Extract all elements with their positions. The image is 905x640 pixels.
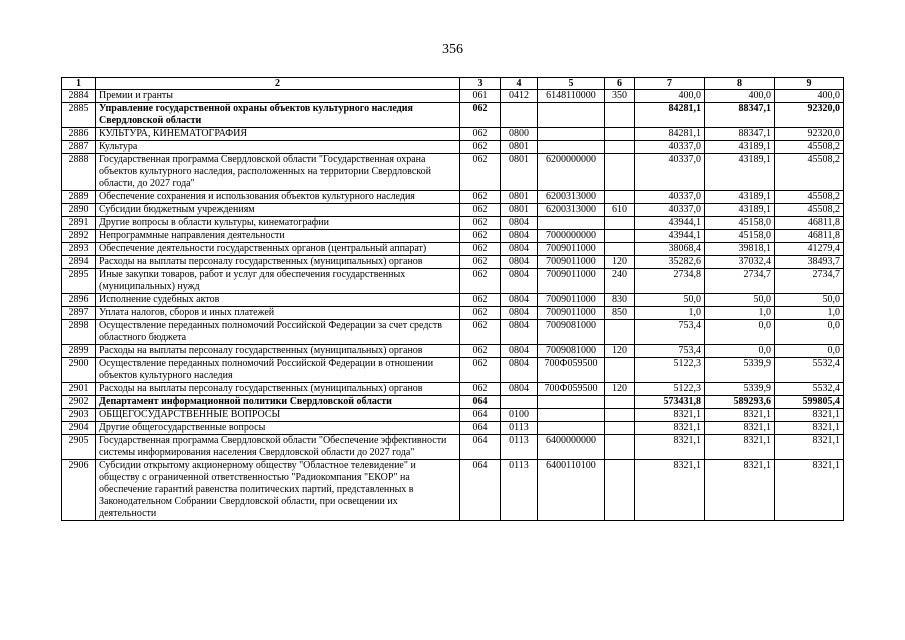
row-amount-col8: 50,0 (705, 294, 775, 307)
row-amount-col7: 2734,8 (635, 269, 705, 294)
row-amount-col9: 8321,1 (775, 435, 844, 460)
row-name: Осуществление переданных полномочий Российской Федерации в отношении объектов культурного наследия (96, 358, 460, 383)
row-amount-col7: 753,4 (635, 320, 705, 345)
row-amount-col7: 40337,0 (635, 154, 705, 191)
row-amount-col9: 45508,2 (775, 141, 844, 154)
row-amount-col8: 1,0 (705, 307, 775, 320)
row-expense-type (605, 128, 635, 141)
row-amount-col7: 8321,1 (635, 409, 705, 422)
row-amount-col9: 5532,4 (775, 358, 844, 383)
row-amount-col8: 43189,1 (705, 154, 775, 191)
row-number: 2899 (62, 345, 96, 358)
row-amount-col9: 2734,7 (775, 269, 844, 294)
row-amount-col7: 43944,1 (635, 217, 705, 230)
row-expense-type (605, 191, 635, 204)
row-amount-col7: 38068,4 (635, 243, 705, 256)
row-section-code: 0100 (501, 409, 538, 422)
row-amount-col8: 0,0 (705, 345, 775, 358)
row-amount-col9: 0,0 (775, 320, 844, 345)
row-name: Непрограммные направления деятельности (96, 230, 460, 243)
header-col-4: 4 (501, 78, 538, 90)
row-admin-code: 062 (460, 191, 501, 204)
row-amount-col9: 92320,0 (775, 103, 844, 128)
row-amount-col8: 8321,1 (705, 435, 775, 460)
row-name: Иные закупки товаров, работ и услуг для обеспечения государственных (муниципальных) нужд (96, 269, 460, 294)
row-amount-col7: 84281,1 (635, 103, 705, 128)
row-number: 2888 (62, 154, 96, 191)
row-number: 2903 (62, 409, 96, 422)
row-name: Другие общегосударственные вопросы (96, 422, 460, 435)
row-amount-col7: 50,0 (635, 294, 705, 307)
row-amount-col8: 5339,9 (705, 358, 775, 383)
row-amount-col9: 92320,0 (775, 128, 844, 141)
row-amount-col8: 8321,1 (705, 460, 775, 521)
row-number: 2902 (62, 396, 96, 409)
row-amount-col8: 37032,4 (705, 256, 775, 269)
row-amount-col7: 35282,6 (635, 256, 705, 269)
table-body (62, 90, 844, 521)
row-name: Государственная программа Свердловской области "Государственная охрана объектов культурного наследия, расположенных на территории Свердловской области, до 2027 года" (96, 154, 460, 191)
row-number: 2884 (62, 90, 96, 103)
table-row (62, 307, 844, 320)
row-admin-code: 062 (460, 345, 501, 358)
row-amount-col8: 400,0 (705, 90, 775, 103)
row-amount-col9: 45508,2 (775, 154, 844, 191)
row-expense-type (605, 217, 635, 230)
row-section-code: 0804 (501, 243, 538, 256)
row-amount-col8: 0,0 (705, 320, 775, 345)
row-section-code: 0804 (501, 345, 538, 358)
row-amount-col8: 88347,1 (705, 103, 775, 128)
header-col-2: 2 (96, 78, 460, 90)
row-admin-code: 062 (460, 154, 501, 191)
header-col-3: 3 (460, 78, 501, 90)
row-amount-col7: 40337,0 (635, 204, 705, 217)
row-section-code: 0800 (501, 128, 538, 141)
row-number: 2894 (62, 256, 96, 269)
row-number: 2898 (62, 320, 96, 345)
table-row (62, 154, 844, 191)
row-target-code: 700Ф059500 (538, 383, 605, 396)
table-row (62, 256, 844, 269)
row-name: Премии и гранты (96, 90, 460, 103)
row-number: 2889 (62, 191, 96, 204)
row-expense-type (605, 460, 635, 521)
row-amount-col8: 5339,9 (705, 383, 775, 396)
row-admin-code: 064 (460, 396, 501, 409)
row-name: КУЛЬТУРА, КИНЕМАТОГРАФИЯ (96, 128, 460, 141)
table-row (62, 320, 844, 345)
row-name: Субсидии бюджетным учреждениям (96, 204, 460, 217)
row-section-code: 0801 (501, 191, 538, 204)
row-expense-type: 120 (605, 256, 635, 269)
row-number: 2886 (62, 128, 96, 141)
row-number: 2890 (62, 204, 96, 217)
row-target-code: 7000000000 (538, 230, 605, 243)
table-row (62, 103, 844, 128)
row-target-code: 7009011000 (538, 256, 605, 269)
row-admin-code: 062 (460, 103, 501, 128)
row-target-code (538, 409, 605, 422)
row-target-code: 7009081000 (538, 345, 605, 358)
table-row (62, 128, 844, 141)
table-row (62, 358, 844, 383)
row-target-code: 7009011000 (538, 307, 605, 320)
header-col-8: 8 (705, 78, 775, 90)
table-row (62, 383, 844, 396)
table-row (62, 345, 844, 358)
table-row (62, 269, 844, 294)
table-row (62, 204, 844, 217)
row-number: 2887 (62, 141, 96, 154)
budget-table (61, 77, 844, 521)
row-admin-code: 062 (460, 269, 501, 294)
table-row (62, 217, 844, 230)
row-expense-type (605, 435, 635, 460)
table-row (62, 191, 844, 204)
row-expense-type (605, 230, 635, 243)
row-section-code: 0801 (501, 204, 538, 217)
row-admin-code: 062 (460, 128, 501, 141)
row-number: 2901 (62, 383, 96, 396)
row-section-code: 0804 (501, 269, 538, 294)
row-admin-code: 062 (460, 243, 501, 256)
table-row (62, 243, 844, 256)
row-number: 2906 (62, 460, 96, 521)
row-section-code: 0801 (501, 154, 538, 191)
row-amount-col8: 88347,1 (705, 128, 775, 141)
row-section-code: 0804 (501, 294, 538, 307)
row-number: 2893 (62, 243, 96, 256)
row-expense-type: 610 (605, 204, 635, 217)
row-amount-col7: 8321,1 (635, 422, 705, 435)
row-admin-code: 061 (460, 90, 501, 103)
row-target-code: 6200313000 (538, 204, 605, 217)
row-amount-col8: 45158,0 (705, 230, 775, 243)
table-row (62, 396, 844, 409)
row-expense-type (605, 358, 635, 383)
row-section-code: 0804 (501, 307, 538, 320)
row-admin-code: 062 (460, 307, 501, 320)
row-section-code: 0804 (501, 217, 538, 230)
row-amount-col7: 40337,0 (635, 141, 705, 154)
row-amount-col9: 46811,8 (775, 217, 844, 230)
table-row (62, 422, 844, 435)
row-amount-col8: 43189,1 (705, 204, 775, 217)
row-name: Расходы на выплаты персоналу государственных (муниципальных) органов (96, 383, 460, 396)
row-admin-code: 062 (460, 320, 501, 345)
row-name: Осуществление переданных полномочий Российской Федерации за счет средств областного бюджета (96, 320, 460, 345)
row-name: Обеспечение сохранения и использования объектов культурного наследия (96, 191, 460, 204)
row-amount-col8: 43189,1 (705, 191, 775, 204)
row-amount-col7: 753,4 (635, 345, 705, 358)
row-amount-col9: 8321,1 (775, 409, 844, 422)
row-amount-col8: 8321,1 (705, 422, 775, 435)
row-amount-col8: 39818,1 (705, 243, 775, 256)
row-section-code: 0113 (501, 422, 538, 435)
row-amount-col9: 8321,1 (775, 460, 844, 521)
row-expense-type: 350 (605, 90, 635, 103)
header-col-1: 1 (62, 78, 96, 90)
row-name: Культура (96, 141, 460, 154)
row-section-code: 0804 (501, 256, 538, 269)
row-amount-col7: 5122,3 (635, 358, 705, 383)
row-target-code (538, 128, 605, 141)
header-col-9: 9 (775, 78, 844, 90)
row-expense-type (605, 243, 635, 256)
row-amount-col8: 2734,7 (705, 269, 775, 294)
row-amount-col8: 43189,1 (705, 141, 775, 154)
row-section-code: 0804 (501, 230, 538, 243)
row-expense-type (605, 103, 635, 128)
row-expense-type: 120 (605, 345, 635, 358)
row-amount-col9: 8321,1 (775, 422, 844, 435)
row-section-code: 0113 (501, 460, 538, 521)
row-section-code: 0804 (501, 383, 538, 396)
row-name: ОБЩЕГОСУДАРСТВЕННЫЕ ВОПРОСЫ (96, 409, 460, 422)
row-amount-col7: 400,0 (635, 90, 705, 103)
row-admin-code: 064 (460, 422, 501, 435)
row-target-code (538, 217, 605, 230)
row-amount-col7: 1,0 (635, 307, 705, 320)
row-target-code: 7009011000 (538, 294, 605, 307)
row-amount-col9: 0,0 (775, 345, 844, 358)
row-amount-col9: 38493,7 (775, 256, 844, 269)
row-number: 2897 (62, 307, 96, 320)
row-target-code: 6200000000 (538, 154, 605, 191)
row-target-code: 700Ф059500 (538, 358, 605, 383)
table-row (62, 460, 844, 521)
row-section-code: 0412 (501, 90, 538, 103)
row-target-code (538, 422, 605, 435)
table-row (62, 409, 844, 422)
row-target-code: 6400000000 (538, 435, 605, 460)
row-target-code: 6200313000 (538, 191, 605, 204)
row-amount-col7: 8321,1 (635, 460, 705, 521)
row-amount-col9: 50,0 (775, 294, 844, 307)
row-number: 2895 (62, 269, 96, 294)
row-section-code: 0113 (501, 435, 538, 460)
table-row (62, 90, 844, 103)
row-amount-col7: 84281,1 (635, 128, 705, 141)
row-admin-code: 062 (460, 141, 501, 154)
row-admin-code: 062 (460, 204, 501, 217)
row-expense-type (605, 154, 635, 191)
row-section-code: 0804 (501, 358, 538, 383)
row-expense-type (605, 396, 635, 409)
row-name: Государственная программа Свердловской области "Обеспечение эффективности системы информирования населения Свердловской области до 2027 года" (96, 435, 460, 460)
row-target-code (538, 396, 605, 409)
row-target-code: 7009081000 (538, 320, 605, 345)
table-row (62, 230, 844, 243)
row-number: 2891 (62, 217, 96, 230)
row-expense-type: 830 (605, 294, 635, 307)
row-expense-type (605, 422, 635, 435)
row-amount-col9: 45508,2 (775, 204, 844, 217)
row-admin-code: 062 (460, 294, 501, 307)
row-target-code (538, 141, 605, 154)
row-name: Расходы на выплаты персоналу государственных (муниципальных) органов (96, 345, 460, 358)
row-expense-type: 240 (605, 269, 635, 294)
row-amount-col7: 40337,0 (635, 191, 705, 204)
row-amount-col7: 8321,1 (635, 435, 705, 460)
row-expense-type (605, 409, 635, 422)
page-number: 356 (442, 42, 463, 57)
row-section-code (501, 103, 538, 128)
row-expense-type (605, 141, 635, 154)
row-amount-col9: 41279,4 (775, 243, 844, 256)
row-admin-code: 062 (460, 230, 501, 243)
row-number: 2892 (62, 230, 96, 243)
row-name: Исполнение судебных актов (96, 294, 460, 307)
table-row (62, 294, 844, 307)
row-admin-code: 062 (460, 383, 501, 396)
row-admin-code: 064 (460, 435, 501, 460)
row-amount-col9: 46811,8 (775, 230, 844, 243)
row-section-code: 0801 (501, 141, 538, 154)
row-name: Другие вопросы в области культуры, кинематографии (96, 217, 460, 230)
row-expense-type: 850 (605, 307, 635, 320)
row-target-code: 6148110000 (538, 90, 605, 103)
table-header-row (62, 78, 844, 90)
row-amount-col7: 5122,3 (635, 383, 705, 396)
row-amount-col9: 599805,4 (775, 396, 844, 409)
row-target-code: 6400110100 (538, 460, 605, 521)
row-section-code (501, 396, 538, 409)
header-col-5: 5 (538, 78, 605, 90)
row-amount-col8: 589293,6 (705, 396, 775, 409)
row-amount-col7: 43944,1 (635, 230, 705, 243)
row-target-code (538, 103, 605, 128)
row-amount-col8: 45158,0 (705, 217, 775, 230)
table-row (62, 435, 844, 460)
header-col-6: 6 (605, 78, 635, 90)
row-amount-col8: 8321,1 (705, 409, 775, 422)
row-name: Уплата налогов, сборов и иных платежей (96, 307, 460, 320)
row-target-code: 7009011000 (538, 243, 605, 256)
row-admin-code: 064 (460, 409, 501, 422)
row-number: 2900 (62, 358, 96, 383)
row-name: Департамент информационной политики Свердловской области (96, 396, 460, 409)
row-amount-col9: 400,0 (775, 90, 844, 103)
row-name: Обеспечение деятельности государственных органов (центральный аппарат) (96, 243, 460, 256)
row-number: 2905 (62, 435, 96, 460)
row-expense-type: 120 (605, 383, 635, 396)
row-amount-col9: 45508,2 (775, 191, 844, 204)
row-admin-code: 062 (460, 358, 501, 383)
row-admin-code: 064 (460, 460, 501, 521)
row-expense-type (605, 320, 635, 345)
row-section-code: 0804 (501, 320, 538, 345)
row-admin-code: 062 (460, 217, 501, 230)
row-number: 2885 (62, 103, 96, 128)
row-name: Субсидии открытому акционерному обществу "Областное телевидение" и обществу с ограниченной ответственностью "Радиокомпания "ЕКОР" на обеспечение гарантий равенства политических партий, представленных в Законодательном Собрании Свердловской области, при освещении их деятельности (96, 460, 460, 521)
row-name: Расходы на выплаты персоналу государственных (муниципальных) органов (96, 256, 460, 269)
table-row (62, 141, 844, 154)
row-admin-code: 062 (460, 256, 501, 269)
row-target-code: 7009011000 (538, 269, 605, 294)
row-amount-col7: 573431,8 (635, 396, 705, 409)
row-number: 2904 (62, 422, 96, 435)
row-amount-col9: 5532,4 (775, 383, 844, 396)
header-col-7: 7 (635, 78, 705, 90)
row-number: 2896 (62, 294, 96, 307)
row-amount-col9: 1,0 (775, 307, 844, 320)
row-name: Управление государственной охраны объектов культурного наследия Свердловской области (96, 103, 460, 128)
